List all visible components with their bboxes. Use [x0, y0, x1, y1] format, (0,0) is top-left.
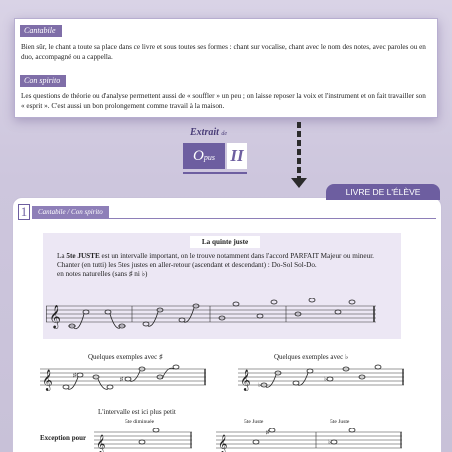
lesson-title: La quinte juste	[190, 236, 260, 248]
cantabile-text: Bien sûr, le chant a toute sa place dans ce livre et sous toutes ses formes : chant sur vocalise, chant avec le nom des notes, avec paroles ou en duo, accompagné ou a cappella.	[21, 43, 426, 61]
treble-clef-icon: 𝄞	[49, 304, 61, 328]
section-number: 1	[18, 204, 30, 220]
svg-text:𝄞: 𝄞	[240, 370, 251, 391]
music-staff-flat	[238, 363, 408, 391]
svg-text:♭: ♭	[258, 383, 261, 389]
arrow-down-icon	[291, 178, 307, 188]
cantabile-tag: Cantabile	[20, 25, 62, 37]
svg-text:♯: ♯	[266, 430, 269, 436]
music-staff-exception	[94, 428, 194, 452]
lesson-text	[57, 252, 397, 279]
top-info-panel	[14, 18, 438, 118]
section-divider	[32, 218, 436, 219]
svg-text:𝄞: 𝄞	[96, 434, 106, 452]
lesson-line-3: en notes naturelles (sans ♯ ni ♭)	[57, 270, 148, 278]
svg-text:♭: ♭	[324, 377, 327, 383]
examples-sharp-caption: Quelques exemples avec ♯	[88, 353, 163, 361]
extract-label: Extrait de	[190, 127, 228, 138]
svg-text:𝄞: 𝄞	[218, 434, 228, 452]
music-staff-main	[46, 298, 376, 330]
spirito-text: Les questions de théorie ou d'analyse permettent aussi de « souffler » un peu ; on laisse reposer la voix et l'instrument et on fait travailler son « esprit ». C'est aussi un bon prolongement comme travail à la maison.	[21, 92, 426, 110]
juste-label-1: 5te Juste	[244, 419, 264, 425]
examples-flat-caption: Quelques exemples avec ♭	[274, 353, 349, 361]
juste-label-2: 5te Juste	[330, 419, 350, 425]
svg-text:♯: ♯	[73, 373, 76, 379]
lesson-line-1: La 5te JUSTE est un intervalle important, on le trouve notamment dans l'accord PARFAIT Majeur ou mineur.	[57, 252, 374, 260]
dashed-arrow	[297, 122, 301, 182]
diminished-label: 5te diminuée	[125, 419, 155, 425]
spirito-tag: Con spirito	[20, 75, 66, 87]
svg-text:♯: ♯	[120, 377, 123, 383]
eleve-tab: LIVRE DE L'ÉLÈVE	[326, 184, 440, 200]
lesson-line-2: Chanter (en tutti) les 5tes justes en aller-retour (ascendant et descendant) : Do-Sol Sol-Do.	[57, 261, 317, 269]
exception-label: Exception pour	[40, 434, 87, 442]
opus-volume: II	[227, 143, 247, 169]
section-label: Cantabile / Con spirito	[32, 206, 109, 218]
svg-text:♭: ♭	[328, 440, 331, 446]
svg-text:𝄞: 𝄞	[42, 370, 53, 391]
opus-logo: Opus	[183, 143, 225, 169]
smaller-interval-caption: L'intervalle est ici plus petit	[98, 408, 176, 416]
music-staff-sharp	[40, 363, 210, 391]
opus-underline	[183, 172, 247, 174]
music-staff-juste	[216, 428, 406, 452]
